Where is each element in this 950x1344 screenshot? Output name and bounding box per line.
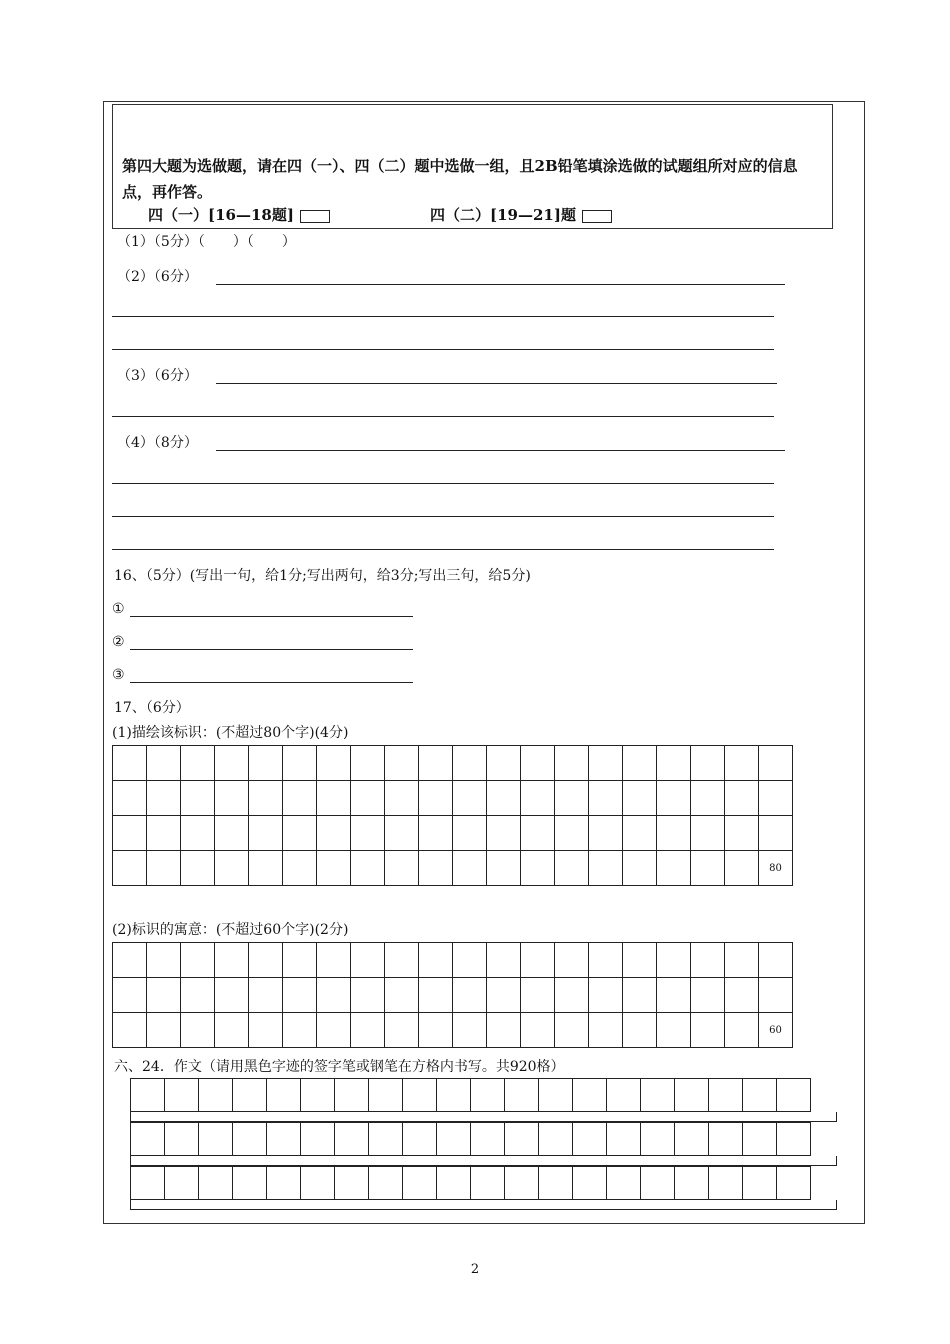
grid-cell[interactable]: [623, 943, 657, 978]
optional-question-notice: 第四大题为选做题，请在四（一）、四（二）题中选做一组，且2B铅笔填涂选做的试题组所对应的信息点，再作答。: [122, 157, 798, 201]
grid-cell[interactable]: [437, 1123, 471, 1156]
grid-cell[interactable]: [113, 746, 147, 781]
grid-cell[interactable]: [487, 1013, 521, 1048]
grid-cell[interactable]: [351, 781, 385, 816]
grid-cell[interactable]: [419, 1013, 453, 1048]
grid-cell[interactable]: [369, 1079, 403, 1112]
grid-cell[interactable]: [317, 1013, 351, 1048]
grid-cell[interactable]: [147, 978, 181, 1013]
grid-cell[interactable]: [573, 1079, 607, 1112]
grid-cell[interactable]: [555, 943, 589, 978]
grid-cell[interactable]: [385, 1013, 419, 1048]
grid-cell[interactable]: [283, 746, 317, 781]
grid-cell[interactable]: [453, 978, 487, 1013]
grid-cell[interactable]: [215, 1013, 249, 1048]
grid-cell[interactable]: [419, 943, 453, 978]
grid-cell[interactable]: [147, 746, 181, 781]
grid-cell[interactable]: [335, 1123, 369, 1156]
grid-cell[interactable]: [487, 746, 521, 781]
grid-cell[interactable]: [283, 781, 317, 816]
answer-line[interactable]: [112, 316, 774, 317]
grid-cell[interactable]: [759, 746, 793, 781]
grid-cell[interactable]: [249, 781, 283, 816]
grid-cell[interactable]: [691, 746, 725, 781]
grid-cell[interactable]: [215, 851, 249, 886]
grid-cell[interactable]: [249, 851, 283, 886]
grid-cell[interactable]: [249, 943, 283, 978]
grid-cell[interactable]: [403, 1167, 437, 1200]
grid-cell[interactable]: [453, 816, 487, 851]
grid-cell[interactable]: [267, 1079, 301, 1112]
grid-cell[interactable]: [215, 816, 249, 851]
char-count-marker[interactable]: 80: [759, 851, 793, 886]
grid-cell[interactable]: [759, 781, 793, 816]
grid-cell[interactable]: [555, 781, 589, 816]
grid-cell[interactable]: [165, 1123, 199, 1156]
answer-line[interactable]: [130, 616, 413, 617]
essay-title: 六、24．作文（请用黑色字迹的签字笔或钢笔在方格内书写。共920格）: [114, 1059, 565, 1075]
grid-cell[interactable]: [199, 1123, 233, 1156]
grid-cell[interactable]: [487, 978, 521, 1013]
answer-line[interactable]: [130, 649, 413, 650]
essay-row-gap: [130, 1200, 837, 1210]
group-two-checkbox[interactable]: [582, 210, 612, 223]
grid-cell[interactable]: [283, 1013, 317, 1048]
grid-cell[interactable]: [691, 978, 725, 1013]
grid-cell[interactable]: [471, 1167, 505, 1200]
grid-cell[interactable]: [453, 851, 487, 886]
grid-cell[interactable]: [487, 943, 521, 978]
grid-cell[interactable]: [555, 978, 589, 1013]
grid-cell[interactable]: [437, 1079, 471, 1112]
grid-row: [113, 978, 793, 1013]
answer-line[interactable]: [112, 349, 774, 350]
q17-title: 17、（6分）: [114, 700, 190, 716]
grid-cell[interactable]: [113, 781, 147, 816]
grid-cell[interactable]: [147, 1013, 181, 1048]
grid-cell[interactable]: [113, 851, 147, 886]
grid-row: [113, 851, 793, 886]
grid-cell[interactable]: [369, 1167, 403, 1200]
grid-cell[interactable]: [215, 978, 249, 1013]
essay-row-gap: [130, 1156, 837, 1166]
grid-cell[interactable]: [759, 816, 793, 851]
grid-cell[interactable]: [385, 746, 419, 781]
grid-cell[interactable]: [283, 943, 317, 978]
grid-cell[interactable]: [181, 851, 215, 886]
grid-cell[interactable]: [675, 1167, 709, 1200]
grid-cell[interactable]: [147, 781, 181, 816]
grid-cell[interactable]: [267, 1123, 301, 1156]
grid-cell[interactable]: [471, 1123, 505, 1156]
answer-sheet-frame: [103, 101, 865, 1224]
grid-cell[interactable]: [709, 1123, 743, 1156]
grid-cell[interactable]: [351, 1013, 385, 1048]
grid-cell[interactable]: [623, 851, 657, 886]
grid-cell[interactable]: [521, 781, 555, 816]
grid-cell[interactable]: [249, 816, 283, 851]
grid-cell[interactable]: [657, 781, 691, 816]
grid-cell[interactable]: [301, 1079, 335, 1112]
grid-cell[interactable]: [573, 1167, 607, 1200]
grid-cell[interactable]: [317, 816, 351, 851]
grid-cell[interactable]: [335, 1079, 369, 1112]
grid-cell[interactable]: [165, 1167, 199, 1200]
grid-cell[interactable]: [147, 851, 181, 886]
grid-cell[interactable]: [181, 781, 215, 816]
grid-cell[interactable]: [607, 1167, 641, 1200]
grid-cell[interactable]: [555, 746, 589, 781]
grid-cell[interactable]: [283, 851, 317, 886]
grid-cell[interactable]: [283, 978, 317, 1013]
grid-cell[interactable]: [147, 816, 181, 851]
grid-cell[interactable]: [657, 746, 691, 781]
grid-cell[interactable]: [113, 978, 147, 1013]
grid-cell[interactable]: [743, 1079, 777, 1112]
grid-cell[interactable]: [317, 851, 351, 886]
grid-cell[interactable]: [521, 943, 555, 978]
grid-cell[interactable]: [419, 781, 453, 816]
grid-cell[interactable]: [131, 1079, 165, 1112]
grid-cell[interactable]: [453, 746, 487, 781]
grid-cell[interactable]: [215, 943, 249, 978]
essay-row: [130, 1166, 811, 1200]
grid-cell[interactable]: [351, 943, 385, 978]
grid-cell[interactable]: [437, 1167, 471, 1200]
writing-grid-80[interactable]: [112, 745, 793, 886]
grid-cell[interactable]: [725, 851, 759, 886]
grid-cell[interactable]: [147, 943, 181, 978]
grid-cell[interactable]: [351, 816, 385, 851]
grid-cell[interactable]: [623, 816, 657, 851]
grid-cell[interactable]: [181, 1013, 215, 1048]
grid-cell[interactable]: [403, 1123, 437, 1156]
grid-cell[interactable]: [709, 1079, 743, 1112]
grid-cell[interactable]: [233, 1167, 267, 1200]
grid-cell[interactable]: [453, 1013, 487, 1048]
group-two-option[interactable]: [430, 204, 612, 225]
q16-mark-2: ②: [112, 634, 125, 650]
grid-cell[interactable]: [691, 781, 725, 816]
grid-cell[interactable]: [317, 746, 351, 781]
q15-part4-label: （4）（8分）: [117, 435, 198, 451]
grid-cell[interactable]: [419, 978, 453, 1013]
grid-cell[interactable]: [589, 978, 623, 1013]
grid-row: [113, 816, 793, 851]
grid-cell[interactable]: [675, 1079, 709, 1112]
group-one-checkbox[interactable]: [300, 210, 330, 223]
grid-cell[interactable]: [691, 943, 725, 978]
grid-cell[interactable]: [623, 746, 657, 781]
grid-cell[interactable]: [657, 816, 691, 851]
grid-cell[interactable]: [505, 1167, 539, 1200]
grid-cell[interactable]: [301, 1167, 335, 1200]
grid-cell[interactable]: [657, 851, 691, 886]
grid-cell[interactable]: [487, 851, 521, 886]
q15-part3-label: （3）（6分）: [117, 368, 198, 384]
grid-cell[interactable]: [335, 1167, 369, 1200]
grid-cell[interactable]: [777, 1167, 811, 1200]
grid-cell[interactable]: [233, 1079, 267, 1112]
q16-mark-1: ①: [112, 601, 125, 617]
answer-line[interactable]: [216, 450, 785, 451]
grid-cell[interactable]: [657, 1013, 691, 1048]
grid-cell[interactable]: [113, 816, 147, 851]
q17-sub2-label: (2)标识的寓意：(不超过60个字)(2分): [112, 922, 349, 938]
char-count-marker[interactable]: 60: [759, 1013, 793, 1048]
grid-row: [113, 781, 793, 816]
grid-cell[interactable]: [555, 816, 589, 851]
group-one-label: 四（一）[16—18题]: [148, 206, 294, 224]
grid-cell[interactable]: [267, 1167, 301, 1200]
grid-cell[interactable]: [589, 943, 623, 978]
grid-cell[interactable]: [589, 746, 623, 781]
q16-title: 16、（5分）(写出一句，给1分;写出两句，给3分;写出三句，给5分): [114, 568, 531, 584]
group-one-option[interactable]: [148, 204, 330, 225]
grid-cell[interactable]: [385, 851, 419, 886]
essay-row: [130, 1122, 811, 1156]
grid-cell[interactable]: [317, 978, 351, 1013]
grid-cell[interactable]: [743, 1167, 777, 1200]
grid-cell[interactable]: [573, 1123, 607, 1156]
answer-line[interactable]: [130, 682, 413, 683]
grid-row: [113, 1013, 793, 1048]
grid-cell[interactable]: [317, 781, 351, 816]
grid-row: [113, 943, 793, 978]
grid-cell[interactable]: [759, 978, 793, 1013]
grid-cell[interactable]: [181, 816, 215, 851]
grid-cell[interactable]: [589, 1013, 623, 1048]
grid-cell[interactable]: [589, 816, 623, 851]
q15-part2-label: （2）（6分）: [117, 269, 198, 285]
grid-cell[interactable]: [725, 816, 759, 851]
grid-cell[interactable]: [725, 746, 759, 781]
grid-cell[interactable]: [709, 1167, 743, 1200]
grid-cell[interactable]: [725, 1013, 759, 1048]
grid-cell[interactable]: [181, 978, 215, 1013]
grid-cell[interactable]: [113, 1013, 147, 1048]
grid-cell[interactable]: [777, 1123, 811, 1156]
grid-cell[interactable]: [505, 1123, 539, 1156]
q15-part1-label: （1）（5分）（ ）（ ）: [117, 234, 296, 250]
grid-cell[interactable]: [521, 816, 555, 851]
grid-cell[interactable]: [199, 1079, 233, 1112]
grid-cell[interactable]: [657, 978, 691, 1013]
grid-cell[interactable]: [623, 1013, 657, 1048]
grid-cell[interactable]: [725, 978, 759, 1013]
grid-cell[interactable]: [233, 1123, 267, 1156]
grid-cell[interactable]: [385, 816, 419, 851]
grid-cell[interactable]: [691, 1013, 725, 1048]
grid-cell[interactable]: [369, 1123, 403, 1156]
grid-cell[interactable]: [215, 746, 249, 781]
grid-cell[interactable]: [403, 1079, 437, 1112]
grid-cell[interactable]: [113, 943, 147, 978]
grid-cell[interactable]: [385, 943, 419, 978]
essay-row: [130, 1078, 811, 1112]
answer-line[interactable]: [216, 383, 777, 384]
grid-cell[interactable]: [487, 816, 521, 851]
grid-cell[interactable]: [607, 1079, 641, 1112]
grid-cell[interactable]: [743, 1123, 777, 1156]
grid-cell[interactable]: [675, 1123, 709, 1156]
grid-cell[interactable]: [165, 1079, 199, 1112]
grid-cell[interactable]: [471, 1079, 505, 1112]
page-number: 2: [470, 1262, 480, 1277]
grid-cell[interactable]: [249, 746, 283, 781]
answer-line[interactable]: [112, 549, 774, 550]
grid-cell[interactable]: [623, 978, 657, 1013]
grid-cell[interactable]: [555, 851, 589, 886]
grid-cell[interactable]: [215, 781, 249, 816]
grid-cell[interactable]: [419, 851, 453, 886]
grid-cell[interactable]: [641, 1123, 675, 1156]
grid-cell[interactable]: [521, 746, 555, 781]
grid-cell[interactable]: [759, 943, 793, 978]
grid-cell[interactable]: [351, 851, 385, 886]
grid-cell[interactable]: [539, 1167, 573, 1200]
grid-cell[interactable]: [453, 781, 487, 816]
grid-cell[interactable]: [589, 781, 623, 816]
answer-line[interactable]: [112, 483, 774, 484]
grid-cell[interactable]: [691, 851, 725, 886]
grid-cell[interactable]: [131, 1167, 165, 1200]
writing-grid-60[interactable]: [112, 942, 793, 1048]
q17-sub1-label: (1)描绘该标识：(不超过80个字)(4分): [112, 725, 349, 741]
grid-cell[interactable]: [385, 781, 419, 816]
grid-cell[interactable]: [777, 1079, 811, 1112]
grid-cell[interactable]: [419, 746, 453, 781]
grid-cell[interactable]: [555, 1013, 589, 1048]
answer-line[interactable]: [112, 416, 774, 417]
essay-row-gap: [130, 1112, 837, 1122]
grid-cell[interactable]: [487, 781, 521, 816]
grid-row: [113, 746, 793, 781]
grid-cell[interactable]: [301, 1123, 335, 1156]
grid-cell[interactable]: [641, 1167, 675, 1200]
grid-cell[interactable]: [539, 1123, 573, 1156]
essay-grid[interactable]: [130, 1078, 837, 1210]
group-two-label: 四（二）[19—21]题: [430, 206, 576, 224]
grid-cell[interactable]: [199, 1167, 233, 1200]
grid-cell[interactable]: [725, 943, 759, 978]
grid-cell[interactable]: [419, 816, 453, 851]
grid-cell[interactable]: [521, 851, 555, 886]
grid-cell[interactable]: [521, 1013, 555, 1048]
grid-cell[interactable]: [691, 816, 725, 851]
grid-cell[interactable]: [283, 816, 317, 851]
grid-cell[interactable]: [505, 1079, 539, 1112]
grid-cell[interactable]: [725, 781, 759, 816]
grid-cell[interactable]: [589, 851, 623, 886]
grid-cell[interactable]: [453, 943, 487, 978]
grid-cell[interactable]: [657, 943, 691, 978]
grid-cell[interactable]: [181, 746, 215, 781]
grid-cell[interactable]: [249, 1013, 283, 1048]
grid-cell[interactable]: [539, 1079, 573, 1112]
answer-line[interactable]: [112, 516, 774, 517]
grid-cell[interactable]: [249, 978, 283, 1013]
grid-cell[interactable]: [385, 978, 419, 1013]
q16-mark-3: ③: [112, 667, 125, 683]
grid-cell[interactable]: [607, 1123, 641, 1156]
grid-cell[interactable]: [623, 781, 657, 816]
grid-cell[interactable]: [317, 943, 351, 978]
grid-cell[interactable]: [131, 1123, 165, 1156]
answer-line[interactable]: [216, 284, 785, 285]
grid-cell[interactable]: [351, 746, 385, 781]
grid-cell[interactable]: [181, 943, 215, 978]
grid-cell[interactable]: [641, 1079, 675, 1112]
grid-cell[interactable]: [521, 978, 555, 1013]
grid-cell[interactable]: [351, 978, 385, 1013]
